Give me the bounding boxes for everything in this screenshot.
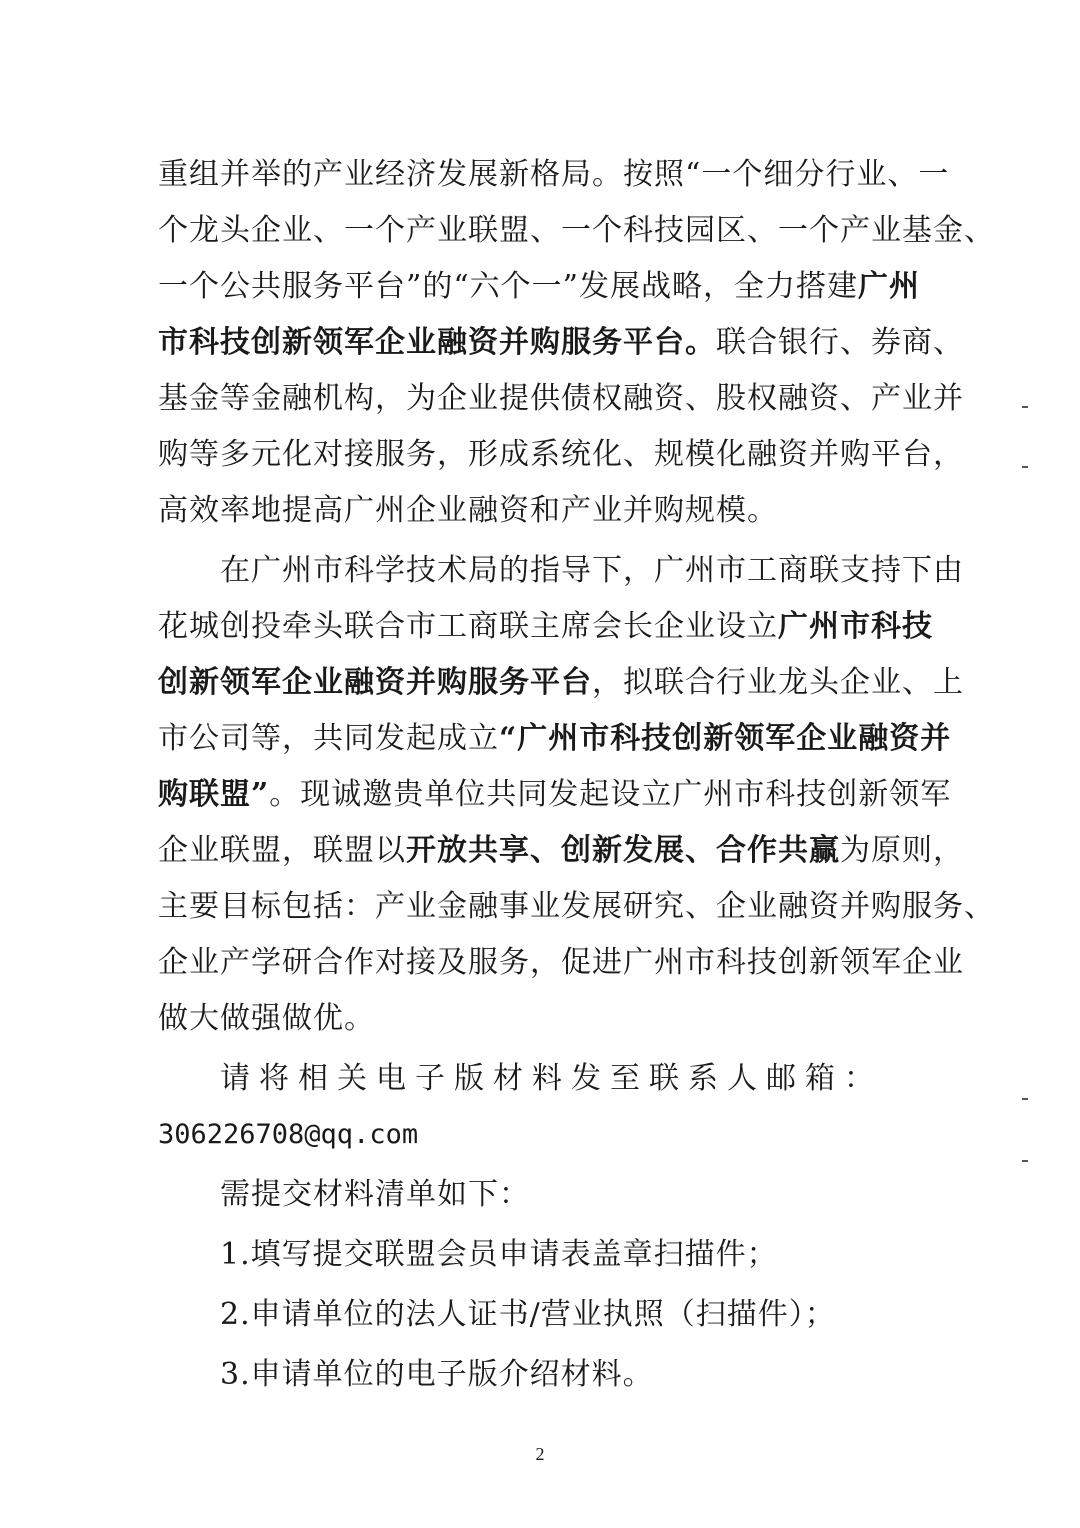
text-line: 做大做强做优。: [158, 1001, 375, 1036]
text-run: 为原则，: [840, 833, 964, 868]
text-line: [158, 599, 933, 655]
scan-mark: [1022, 1098, 1028, 1100]
text-line: 主要目标包括：产业金融事业发展研究、企业融资并购服务、: [158, 889, 995, 924]
bold-text-run: 开放共享、创新发展、合作共赢: [406, 833, 840, 868]
text-line: 高效率地提高广州企业融资和产业并购规模。: [158, 493, 778, 528]
text-line: 重组并举的产业经济发展新格局。按照“一个细分行业、一: [158, 157, 950, 192]
text-line: 基金等金融机构，为企业提供债权融资、股权融资、产业并: [158, 381, 964, 416]
bold-text-run: 购联盟”: [158, 777, 270, 812]
materials-list: [158, 1167, 918, 1403]
text-line: [158, 259, 921, 315]
text-line: [158, 655, 964, 711]
bold-text-run: 广州市科技: [778, 609, 933, 644]
text-run: 花城创投牵头联合市工商联主席会长企业设立: [158, 609, 778, 644]
text-line: [158, 711, 952, 767]
list-item: 1.填写提交联盟会员申请表盖章扫描件；: [220, 1237, 778, 1272]
text-line: 在广州市科学技术局的指导下，广州市工商联支持下由: [220, 553, 964, 588]
scan-mark: [1022, 466, 1028, 468]
list-item: 2.申请单位的法人证书/营业执照（扫描件）；: [220, 1297, 836, 1332]
materials-heading: 需提交材料清单如下：: [220, 1177, 530, 1212]
text-run: 联合银行、券商、: [716, 325, 964, 360]
text-line: [158, 823, 964, 879]
document-body: [158, 147, 995, 1403]
text-line: [158, 315, 964, 371]
page-number: 2: [535, 1444, 545, 1464]
contact-email: 306226708@qq.com: [158, 1119, 419, 1150]
text-run: 。现诚邀贵单位共同发起设立广州市科技创新领军: [269, 777, 952, 812]
list-item: 3.申请单位的电子版介绍材料。: [220, 1357, 654, 1392]
scan-mark: [1022, 1160, 1028, 1162]
text-run: 企业联盟，联盟以: [158, 833, 406, 868]
paragraph-1: [158, 147, 995, 539]
bold-text-run: “广州市科技创新领军企业融资并: [499, 721, 952, 756]
text-line: 购等多元化对接服务，形成系统化、规模化融资并购平台，: [158, 437, 964, 472]
bold-text-run: 创新领军企业融资并购服务平台: [158, 665, 592, 700]
bold-text-run: 广州: [858, 269, 921, 304]
text-line: 请将相关电子版材料发至联系人邮箱：: [220, 1061, 883, 1096]
paragraph-2: [158, 543, 995, 1047]
text-run: ，拟联合行业龙头企业、上: [592, 665, 964, 700]
text-line: 企业产学研合作对接及服务，促进广州市科技创新领军企业: [158, 945, 964, 980]
scan-mark: [1022, 406, 1028, 408]
text-line: [158, 767, 952, 823]
text-run: 一个公共服务平台”的“六个一”发展战略，全力搭建: [158, 269, 859, 304]
paragraph-3: [158, 1051, 918, 1163]
text-line: 个龙头企业、一个产业联盟、一个科技园区、一个产业基金、: [158, 213, 995, 248]
text-run: 市公司等，共同发起成立: [158, 721, 499, 756]
bold-text-run: 市科技创新领军企业融资并购服务平台。: [158, 325, 716, 360]
